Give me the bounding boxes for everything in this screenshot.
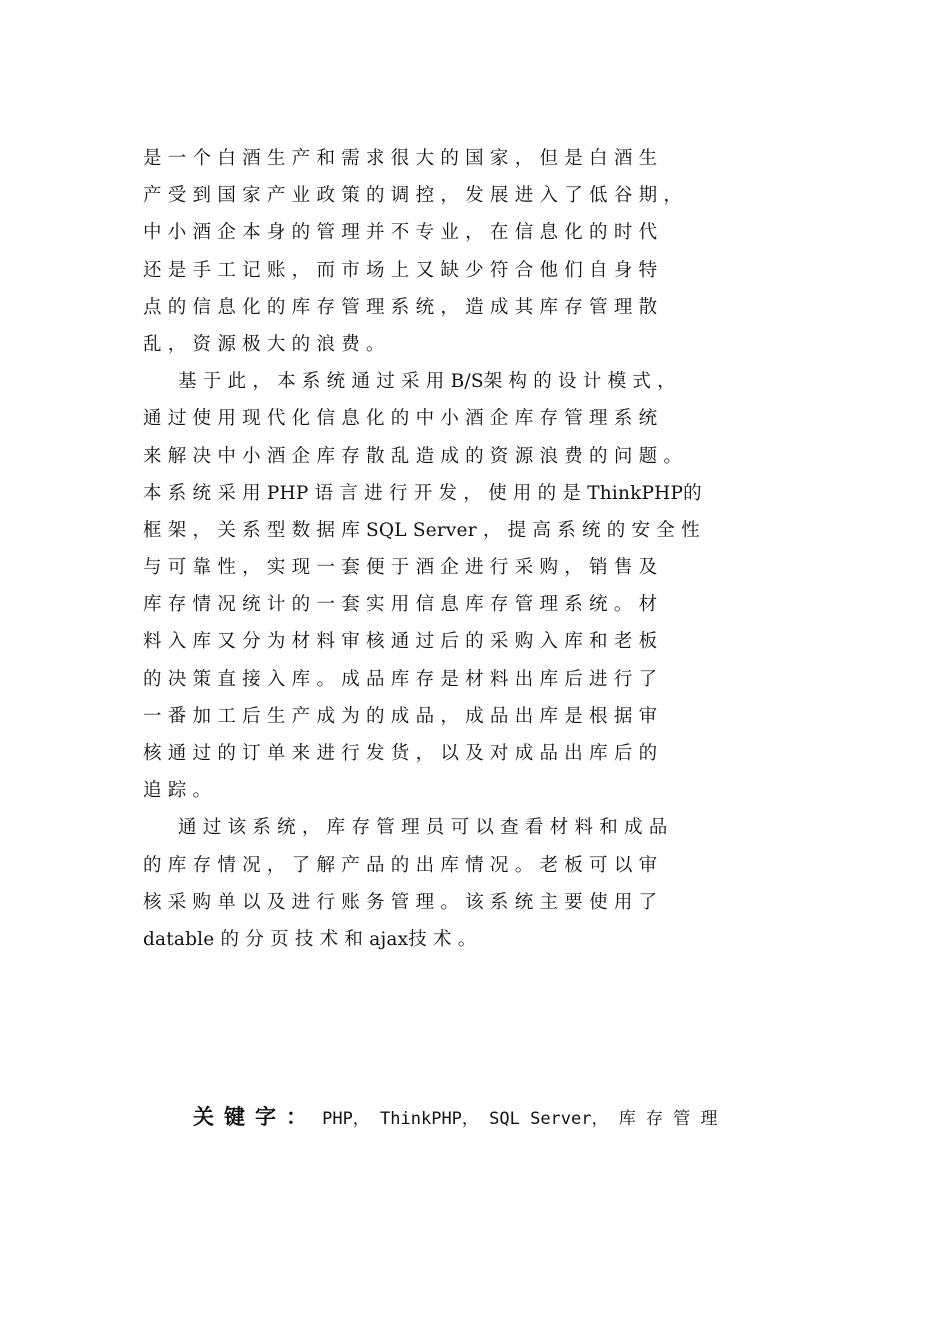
abstract-line: 产 受 到 国 家 产 业 政 策 的 调 控 ， 发 展 进 入 了 低 谷 期 ， [143, 185, 683, 207]
abstract-line: 还 是 手 工 记 账 ， 而 市 场 上 又 缺 少 符 合 他 们 自 身 特 [143, 259, 658, 281]
abstract-line: 通 过 该 系 统 ， 库 存 管 理 员 可 以 查 看 材 料 和 成 品 [178, 817, 668, 839]
abstract-line: 料 入 库 又 分 为 材 料 审 核 通 过 后 的 采 购 入 库 和 老 板 [143, 631, 658, 653]
abstract-line: 核 采 购 单 以 及 进 行 账 务 管 理 。 该 系 统 主 要 使 用 了 [143, 891, 658, 913]
abstract-line: 一 番 加 工 后 生 产 成 为 的 成 品 ， 成 品 出 库 是 根 据 审 [143, 705, 658, 727]
abstract-line: 库 存 情 况 统 计 的 一 套 实 用 信 息 库 存 管 理 系 统 。 材 [143, 594, 658, 616]
abstract-line: 的 库 存 情 况 ， 了 解 产 品 的 出 库 情 况 。 老 板 可 以 审 [143, 854, 658, 876]
keywords-row [193, 1097, 833, 1137]
abstract-line: 追 踪 。 [143, 780, 212, 802]
abstract-line: 框 架 ， 关 系 型 数 据 库 SQL Server ， 提 高 系 统 的 安 全 性 [143, 519, 700, 541]
abstract-line: 的 决 策 直 接 入 库 。 成 品 库 存 是 材 料 出 库 后 进 行 了 [143, 668, 658, 690]
abstract-line: 基 于 此 ， 本 系 统 通 过 采 用 B/S架 构 的 设 计 模 式 ， [178, 371, 676, 393]
abstract-line: 本 系 统 采 用 PHP 语 言 进 行 开 发 ， 使 用 的 是 ThinkPHP的 [143, 482, 702, 504]
abstract-line: 中 小 酒 企 本 身 的 管 理 并 不 专 业 ， 在 信 息 化 的 时 代 [143, 222, 658, 244]
abstract-body [143, 140, 843, 958]
abstract-line: datable 的 分 页 技 术 和 ajax技 术 。 [143, 928, 477, 950]
abstract-line: 来 解 决 中 小 酒 企 库 存 散 乱 造 成 的 资 源 浪 费 的 问 题 。 [143, 445, 683, 467]
abstract-line: 是 一 个 白 酒 生 产 和 需 求 很 大 的 国 家 ， 但 是 白 酒 生 [143, 148, 658, 169]
abstract-line: 通 过 使 用 现 代 化 信 息 化 的 中 小 酒 企 库 存 管 理 系 统 [143, 408, 658, 430]
abstract-line: 与 可 靠 性 ， 实 现 一 套 便 于 酒 企 进 行 采 购 ， 销 售 及 [143, 557, 658, 579]
abstract-line: 核 通 过 的 订 单 来 进 行 发 货 ， 以 及 对 成 品 出 库 后 的 [143, 743, 658, 764]
keywords-values: PHP， ThinkPHP， SQL Server， 库 存 管 理 [322, 1109, 718, 1129]
abstract-line: 乱 ， 资 源 极 大 的 浪 费 。 [143, 333, 385, 355]
abstract-line: 点 的 信 息 化 的 库 存 管 理 系 统 ， 造 成 其 库 存 管 理 散 [143, 296, 658, 318]
keywords-label: 关键字： [193, 1105, 317, 1129]
